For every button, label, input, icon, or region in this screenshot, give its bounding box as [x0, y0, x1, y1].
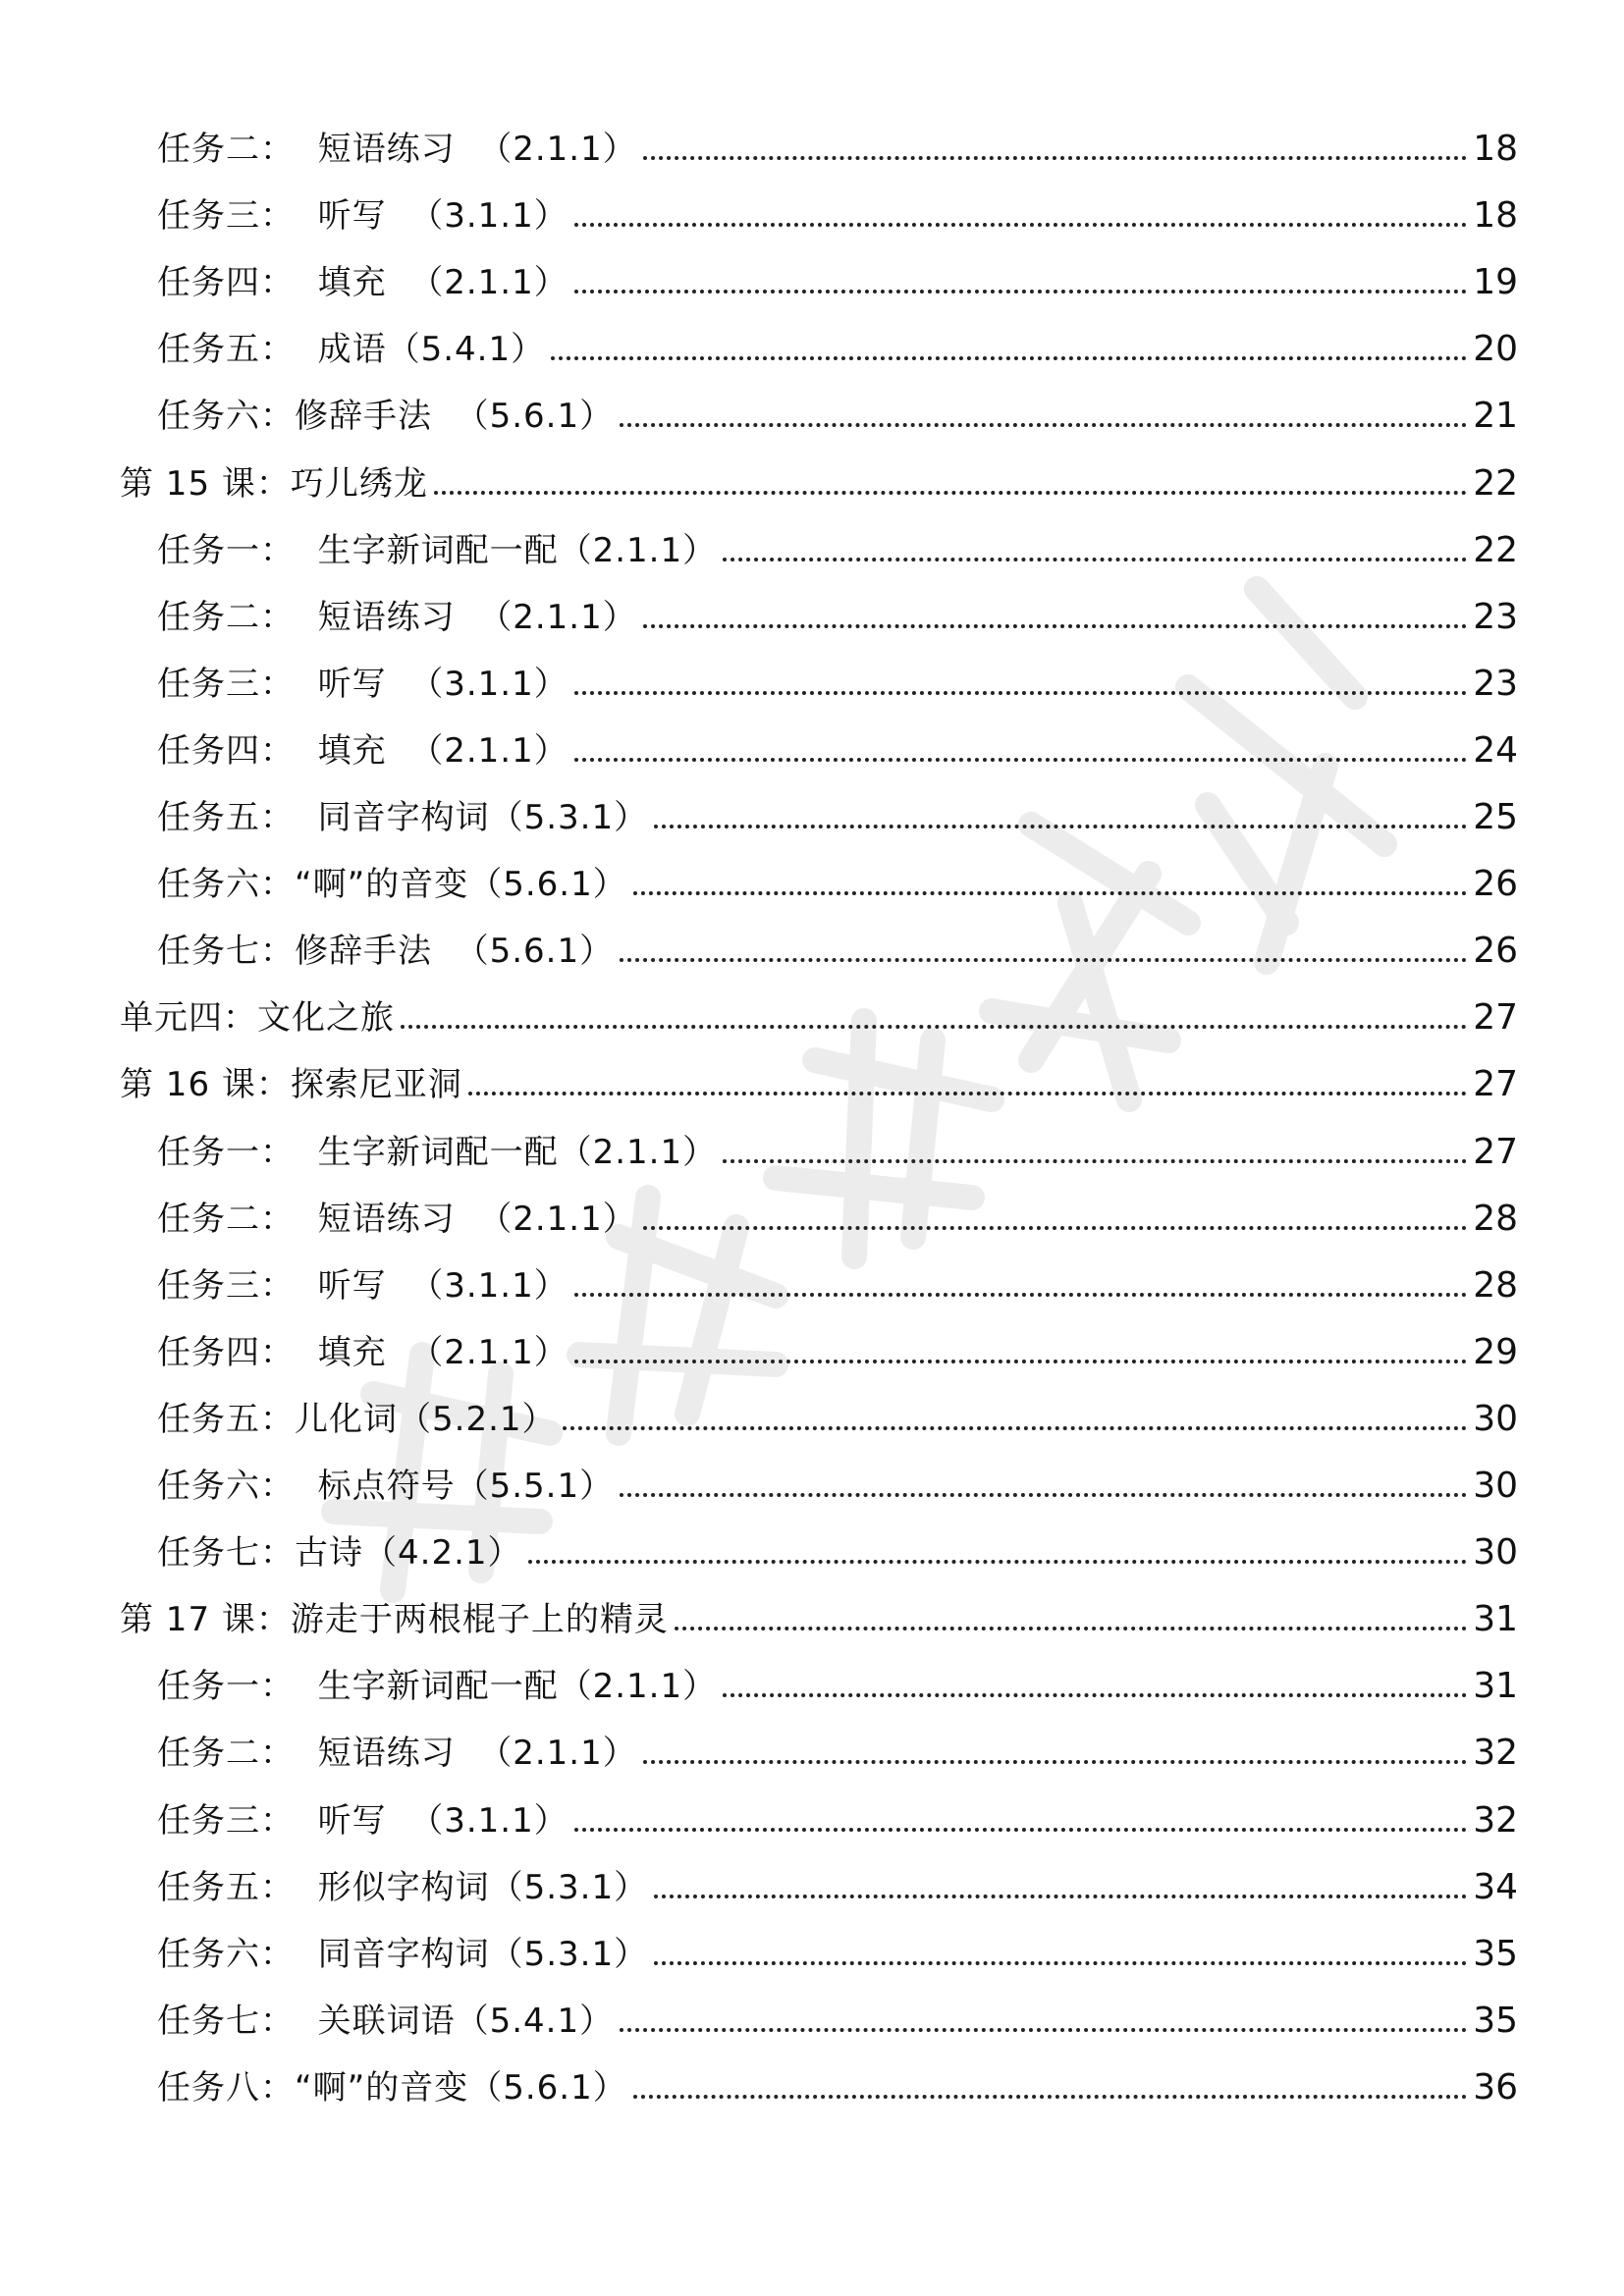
dot-leader — [401, 1025, 1467, 1029]
toc-page-number: 35 — [1473, 1933, 1518, 1974]
toc-page-number: 22 — [1473, 529, 1518, 570]
toc-entry-label: 单元四：文化之旅 — [120, 998, 395, 1039]
toc-entry-label: 任务五：儿化词（5.2.1） — [157, 1399, 557, 1439]
toc-item-row[interactable] — [157, 1247, 1518, 1306]
dot-leader — [620, 958, 1467, 962]
toc-page-number: 32 — [1473, 1799, 1518, 1841]
toc-entry-label: 任务一： 生字新词配一配（2.1.1） — [157, 1132, 718, 1172]
toc-page-number: 30 — [1473, 1532, 1518, 1574]
toc-item-row[interactable] — [157, 1915, 1518, 1974]
toc-item-row[interactable] — [157, 845, 1518, 904]
dot-leader — [643, 1226, 1467, 1230]
toc-page-number: 26 — [1473, 864, 1518, 905]
dot-leader — [574, 290, 1467, 294]
toc-page-number: 28 — [1473, 1264, 1518, 1306]
dot-leader — [434, 491, 1467, 495]
toc-page-number: 34 — [1473, 1866, 1518, 1907]
dot-leader — [551, 356, 1467, 360]
toc-entry-label: 任务六：“啊”的音变（5.6.1） — [157, 865, 627, 905]
dot-leader — [574, 1828, 1467, 1832]
toc-entry-label: 第 15 课：巧儿绣龙 — [120, 463, 428, 504]
dot-leader — [654, 1961, 1467, 1965]
toc-page-number: 25 — [1473, 797, 1518, 837]
toc-page-number: 23 — [1473, 663, 1518, 704]
toc-heading-row[interactable] — [120, 1580, 1518, 1639]
dot-leader — [654, 825, 1467, 828]
toc-entry-label: 任务五： 同音字构词（5.3.1） — [157, 798, 649, 837]
toc-entry-label: 任务四： 填充 （2.1.1） — [157, 263, 568, 303]
dot-leader — [643, 624, 1467, 628]
toc-item-row[interactable] — [157, 1180, 1518, 1239]
toc-entry-label: 任务四： 填充 （2.1.1） — [157, 730, 568, 771]
toc-item-row[interactable] — [157, 1782, 1518, 1841]
dot-leader — [643, 1760, 1467, 1764]
toc-item-row[interactable] — [157, 1447, 1518, 1506]
toc-entry-label: 任务二： 短语练习 （2.1.1） — [157, 1199, 637, 1239]
dot-leader — [574, 758, 1467, 762]
toc-item-row[interactable] — [157, 511, 1518, 570]
toc-entry-label: 第 17 课：游走于两根棍子上的精灵 — [120, 1600, 669, 1640]
dot-leader — [723, 1693, 1467, 1697]
toc-entry-label: 任务三： 听写 （3.1.1） — [157, 196, 568, 237]
dot-leader — [633, 2095, 1467, 2099]
toc-heading-row[interactable] — [120, 979, 1518, 1038]
toc-entry-label: 任务三： 听写 （3.1.1） — [157, 1800, 568, 1841]
toc-item-row[interactable] — [157, 578, 1518, 637]
toc-item-row[interactable] — [157, 1982, 1518, 2041]
dot-leader — [574, 1360, 1467, 1363]
toc-item-row[interactable] — [157, 712, 1518, 771]
toc-item-row[interactable] — [157, 310, 1518, 369]
toc-item-row[interactable] — [157, 377, 1518, 436]
toc-entry-label: 任务一： 生字新词配一配（2.1.1） — [157, 1667, 718, 1707]
toc-item-row[interactable] — [157, 912, 1518, 971]
toc-entry-label: 任务七：修辞手法 （5.6.1） — [157, 932, 615, 972]
toc-page-number: 32 — [1473, 1733, 1518, 1774]
toc-item-row[interactable] — [157, 1380, 1518, 1439]
toc-entry-label: 任务五： 形似字构词（5.3.1） — [157, 1867, 649, 1907]
toc-page-number: 21 — [1473, 396, 1518, 437]
toc-entry-label: 任务三： 听写 （3.1.1） — [157, 1265, 568, 1306]
dot-leader — [643, 156, 1467, 160]
dot-leader — [620, 2028, 1467, 2032]
toc-item-row[interactable] — [157, 1848, 1518, 1907]
toc-item-row[interactable] — [157, 177, 1518, 236]
toc-page-number: 18 — [1473, 195, 1518, 237]
toc-item-row[interactable] — [157, 778, 1518, 837]
dot-leader — [574, 691, 1467, 695]
toc-page-number: 20 — [1473, 329, 1518, 370]
toc-item-row[interactable] — [157, 110, 1518, 169]
toc-page-number: 24 — [1473, 729, 1518, 771]
toc-item-row[interactable] — [157, 1113, 1518, 1172]
toc-page-number: 28 — [1473, 1198, 1518, 1239]
toc-page-number: 27 — [1473, 1131, 1518, 1172]
toc-entry-label: 任务二： 短语练习 （2.1.1） — [157, 130, 637, 169]
toc-entry-label: 任务三： 听写 （3.1.1） — [157, 664, 568, 704]
toc-item-row[interactable] — [157, 645, 1518, 704]
toc-heading-row[interactable] — [120, 445, 1518, 504]
toc-item-row[interactable] — [157, 243, 1518, 302]
dot-leader — [574, 223, 1467, 227]
toc-page-number: 27 — [1473, 1064, 1518, 1105]
dot-leader — [654, 1895, 1467, 1898]
toc-page-number: 29 — [1473, 1331, 1518, 1372]
toc-entry-label: 任务六： 标点符号（5.5.1） — [157, 1467, 615, 1506]
toc-page-number: 27 — [1473, 997, 1518, 1039]
toc-entry-label: 任务一： 生字新词配一配（2.1.1） — [157, 530, 718, 570]
dot-leader — [468, 1092, 1467, 1095]
toc-entry-label: 任务二： 短语练习 （2.1.1） — [157, 597, 637, 637]
toc-item-row[interactable] — [157, 1647, 1518, 1706]
dot-leader — [574, 1293, 1467, 1297]
toc-entry-label: 任务七： 关联词语（5.4.1） — [157, 2001, 615, 2041]
toc-entry-label: 任务六： 同音字构词（5.3.1） — [157, 1934, 649, 1974]
toc-item-row[interactable] — [157, 1313, 1518, 1372]
toc-page-number: 35 — [1473, 2000, 1518, 2041]
toc-entry-label: 任务二： 短语练习 （2.1.1） — [157, 1734, 637, 1774]
toc-page-number: 19 — [1473, 262, 1518, 303]
toc-page-number: 30 — [1473, 1398, 1518, 1439]
toc-entry-label: 任务八：“啊”的音变（5.6.1） — [157, 2067, 627, 2108]
toc-entry-label: 任务七：古诗（4.2.1） — [157, 1533, 522, 1574]
dot-leader — [528, 1560, 1467, 1564]
dot-leader — [723, 558, 1467, 561]
toc-page-number: 22 — [1473, 462, 1518, 504]
dot-leader — [723, 1159, 1467, 1163]
toc-entry-label: 任务四： 填充 （2.1.1） — [157, 1332, 568, 1372]
toc-page-number: 18 — [1473, 129, 1518, 169]
toc-page-number: 36 — [1473, 2066, 1518, 2108]
toc-page-number: 23 — [1473, 596, 1518, 637]
dot-leader — [675, 1627, 1467, 1630]
toc-entry-label: 第 16 课：探索尼亚洞 — [120, 1065, 462, 1105]
toc-heading-row[interactable] — [120, 1045, 1518, 1104]
dot-leader — [620, 1493, 1467, 1497]
toc-page-number: 31 — [1473, 1599, 1518, 1640]
toc-page-number: 31 — [1473, 1666, 1518, 1707]
toc-page-number: 26 — [1473, 931, 1518, 972]
dot-leader — [563, 1426, 1467, 1430]
dot-leader — [620, 423, 1467, 427]
toc-entry-label: 任务五： 成语（5.4.1） — [157, 330, 546, 370]
toc-item-row[interactable] — [157, 1714, 1518, 1773]
toc-item-row[interactable] — [157, 2049, 1518, 2108]
toc-entry-label: 任务六：修辞手法 （5.6.1） — [157, 397, 615, 437]
dot-leader — [633, 891, 1467, 895]
toc-page-number: 30 — [1473, 1466, 1518, 1506]
toc-item-row[interactable] — [157, 1514, 1518, 1573]
